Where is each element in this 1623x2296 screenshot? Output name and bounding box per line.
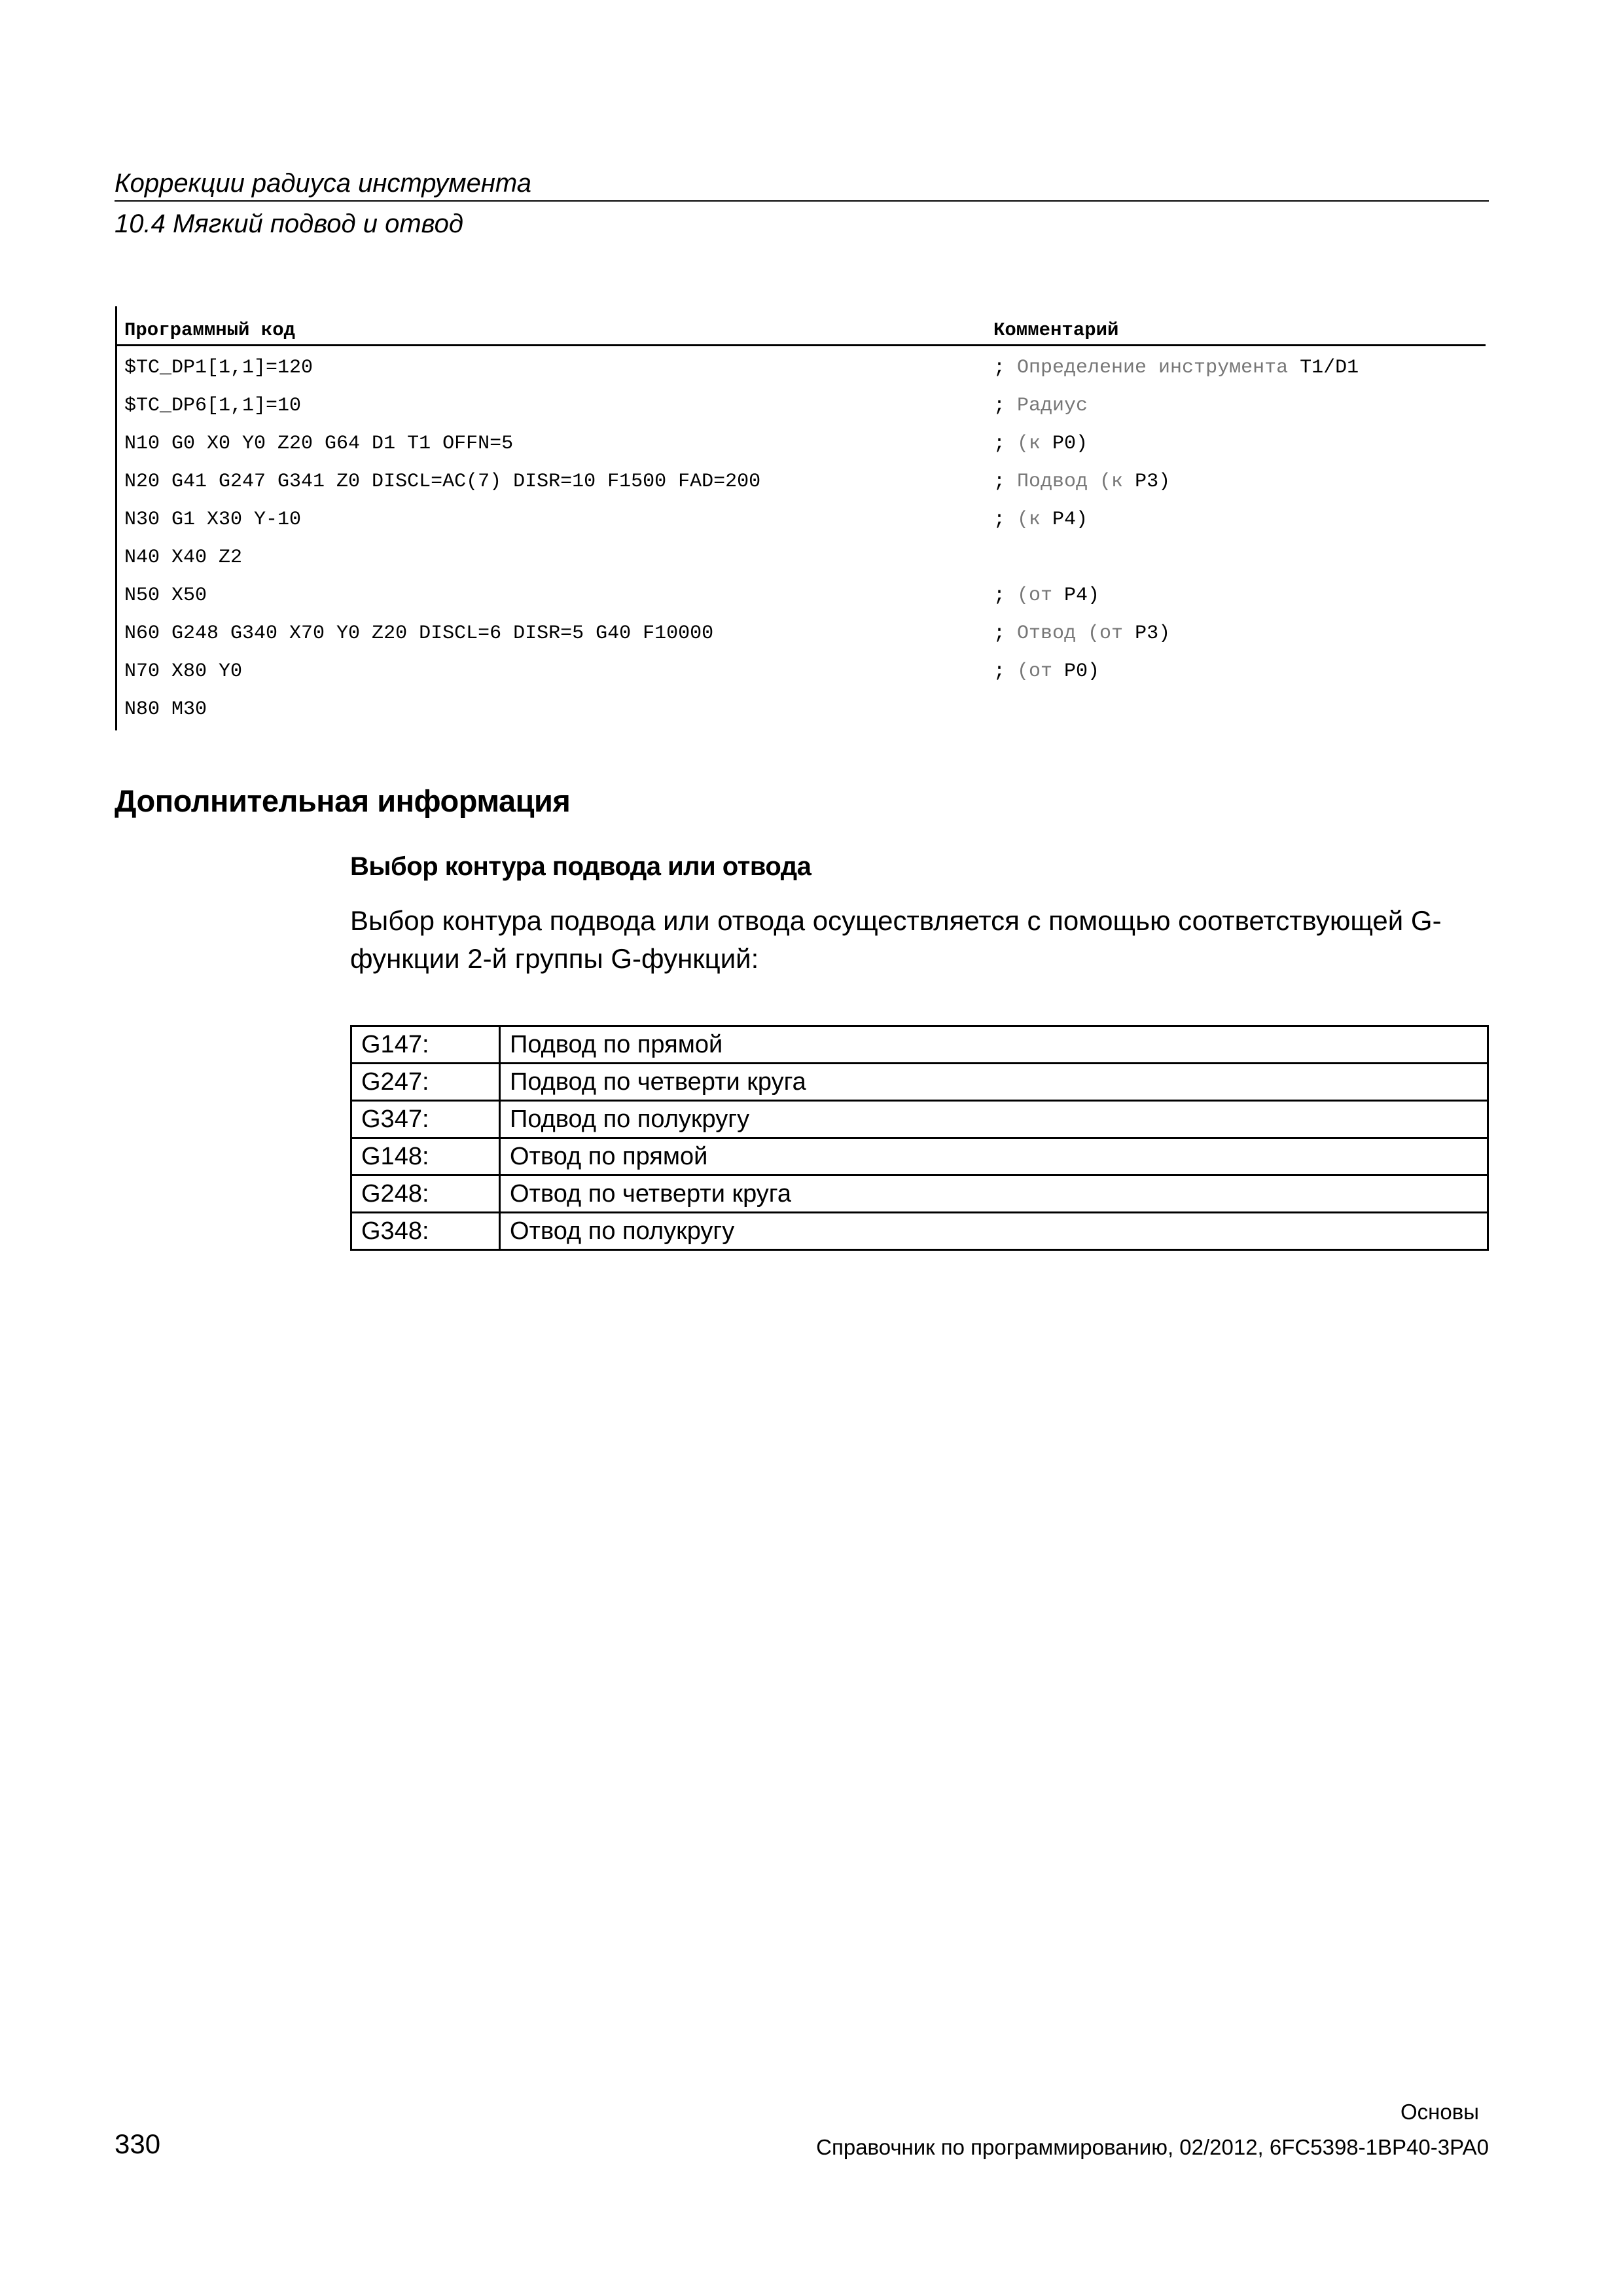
table-row xyxy=(351,1064,1488,1101)
g-code-cell: G148: xyxy=(351,1138,500,1175)
page-number: 330 xyxy=(115,2128,161,2159)
additional-info-heading: Дополнительная информация xyxy=(115,783,571,818)
g-function-table xyxy=(350,1025,1489,1251)
code-comment: ; Радиус xyxy=(993,395,1088,417)
table-row xyxy=(351,1213,1488,1250)
code-header-rule xyxy=(115,344,1486,346)
table-row xyxy=(351,1175,1488,1213)
table-row xyxy=(351,1026,1488,1064)
chapter-title: Коррекции радиуса инструмента xyxy=(115,169,531,198)
body-paragraph: Выбор контура подвода или отвода осуществляется с помощью соответствующей G-функции 2-й группы G-функций: xyxy=(350,905,1442,974)
g-code-cell: G248: xyxy=(351,1175,500,1213)
code-row xyxy=(124,545,1486,583)
code-row xyxy=(124,696,1486,734)
g-desc-cell: Подвод по четверти круга xyxy=(500,1064,1488,1101)
code-row xyxy=(124,620,1486,658)
code-column-header: Программный код xyxy=(124,319,296,341)
g-desc-cell: Подвод по полукругу xyxy=(500,1101,1488,1138)
code-block-left-border xyxy=(115,306,117,730)
code-line: N60 G248 G340 X70 Y0 Z20 DISCL=6 DISR=5 G40 F10000 xyxy=(124,622,714,645)
g-code-cell: G247: xyxy=(351,1064,500,1101)
comment-column-header: Комментарий xyxy=(993,319,1119,341)
code-comment: ; (к P4) xyxy=(993,509,1088,531)
subsection-heading: Выбор контура подвода или отвода xyxy=(350,852,812,881)
g-code-cell: G147: xyxy=(351,1026,500,1064)
code-line: N70 X80 Y0 xyxy=(124,660,243,683)
code-row xyxy=(124,507,1486,545)
table-row xyxy=(351,1101,1488,1138)
g-desc-cell: Подвод по прямой xyxy=(500,1026,1488,1064)
g-code-cell: G347: xyxy=(351,1101,500,1138)
g-desc-cell: Отвод по прямой xyxy=(500,1138,1488,1175)
code-row xyxy=(124,355,1486,393)
code-line: N30 G1 X30 Y-10 xyxy=(124,509,302,531)
code-row xyxy=(124,583,1486,620)
code-line: $TC_DP6[1,1]=10 xyxy=(124,395,302,417)
g-desc-cell: Отвод по четверти круга xyxy=(500,1175,1488,1213)
code-row xyxy=(124,431,1486,469)
code-comment: ; (к P0) xyxy=(993,433,1088,455)
g-code-cell: G348: xyxy=(351,1213,500,1250)
code-comment: ; (от P4) xyxy=(993,584,1100,607)
footer-book-title: Основы xyxy=(1400,2100,1479,2124)
code-row xyxy=(124,469,1486,507)
section-title: 10.4 Мягкий подвод и отвод xyxy=(115,209,463,238)
code-line: N80 M30 xyxy=(124,698,207,721)
code-line: N40 X40 Z2 xyxy=(124,547,243,569)
table-row xyxy=(351,1138,1488,1175)
code-line: N20 G41 G247 G341 Z0 DISCL=AC(7) DISR=10 F1500 FAD=200 xyxy=(124,471,761,493)
code-line: $TC_DP1[1,1]=120 xyxy=(124,357,313,379)
header-rule xyxy=(115,200,1489,202)
code-comment: ; Определение инструмента T1/D1 xyxy=(993,357,1359,379)
code-row xyxy=(124,658,1486,696)
code-row xyxy=(124,393,1486,431)
code-line: N10 G0 X0 Y0 Z20 G64 D1 T1 OFFN=5 xyxy=(124,433,514,455)
code-comment: ; Подвод (к P3) xyxy=(993,471,1171,493)
code-block xyxy=(115,306,1486,730)
g-desc-cell: Отвод по полукругу xyxy=(500,1213,1488,1250)
footer-reference: Справочник по программированию, 02/2012, 6FC5398-1BP40-3PA0 xyxy=(816,2135,1489,2159)
code-line: N50 X50 xyxy=(124,584,207,607)
code-comment: ; (от P0) xyxy=(993,660,1100,683)
code-comment: ; Отвод (от P3) xyxy=(993,622,1171,645)
